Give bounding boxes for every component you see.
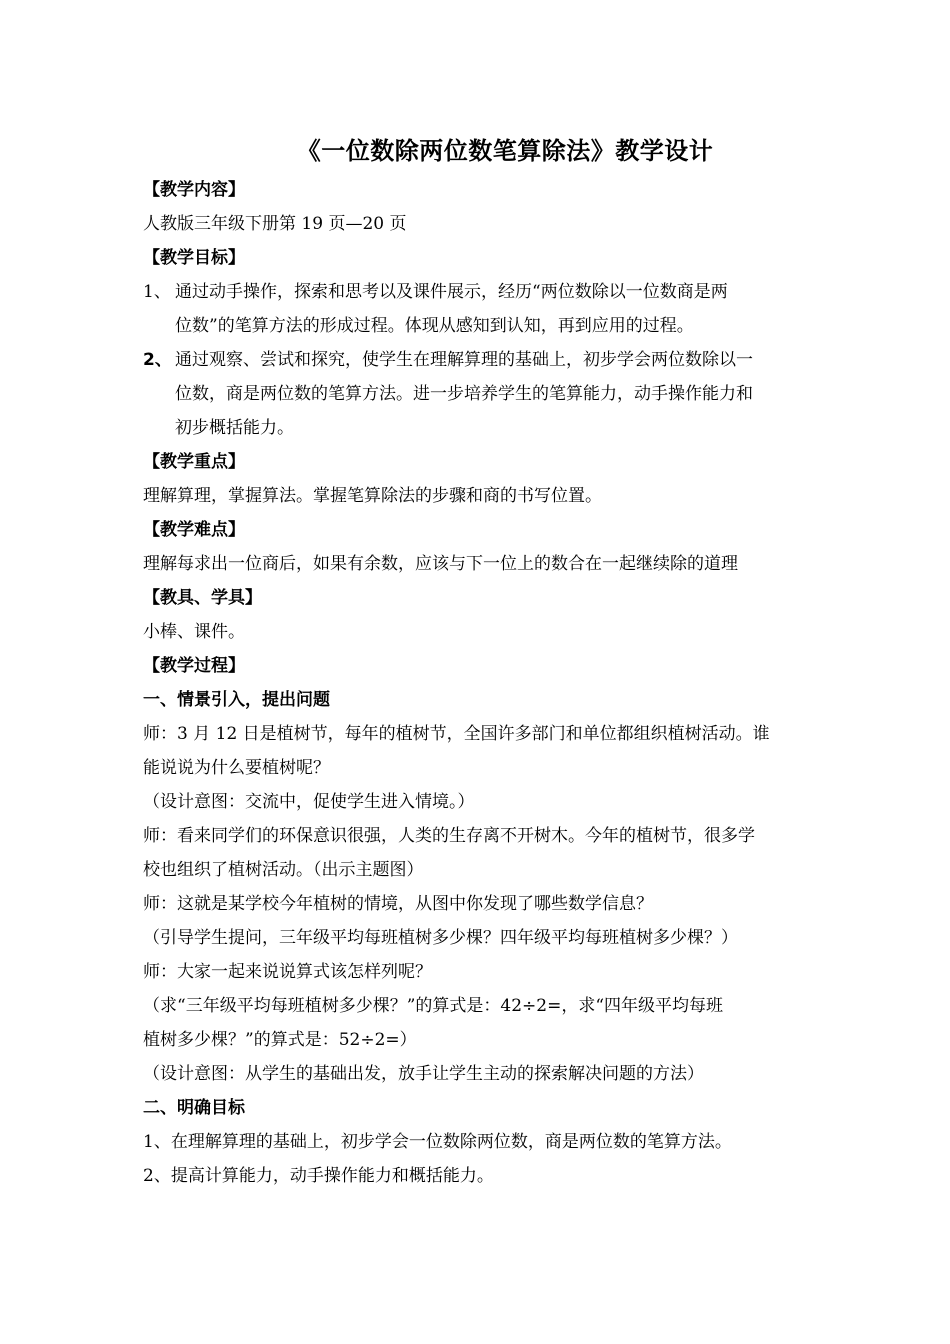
goal-item-2: [143, 343, 813, 445]
section-heading-key: 【教学重点】: [143, 452, 245, 472]
goal-1-line-2: 位数”的笔算方法的形成过程。体现从感知到认知，再到应用的过程。: [175, 316, 694, 336]
aim-2: 2、提高计算能力，动手操作能力和概括能力。: [143, 1166, 494, 1186]
goal-item-1: [143, 275, 813, 343]
section-heading-goals: 【教学目标】: [143, 248, 245, 268]
goal-1-line-1: 通过动手操作，探索和思考以及课件展示，经历“两位数除以一位数商是两: [175, 282, 728, 302]
key-text: 理解算理，掌握算法。掌握笔算除法的步骤和商的书写位置。: [143, 486, 602, 506]
paragraph-4-note-line-1: （求“三年级平均每班植树多少棵？”的算式是：42÷2=，求“四年级平均每班: [143, 996, 724, 1016]
goal-2-line-2: 位数，商是两位数的笔算方法。进一步培养学生的笔算能力，动手操作能力和: [175, 384, 753, 404]
goal-2-line-3: 初步概括能力。: [175, 418, 294, 438]
goal-text-2: [175, 343, 813, 445]
section-heading-tools: 【教具、学具】: [143, 588, 262, 608]
goal-2-line-1: 通过观察、尝试和探究，使学生在理解算理的基础上，初步学会两位数除以一: [175, 350, 753, 370]
document-body: [143, 173, 813, 1193]
goal-number-1: 1、: [143, 282, 171, 302]
section-heading-content: 【教学内容】: [143, 180, 245, 200]
section-heading-difficulty: 【教学难点】: [143, 520, 245, 540]
paragraph-4-note-line-2: 植树多少棵？”的算式是：52÷2=）: [143, 1030, 417, 1050]
content-text: 人教版三年级下册第 19 页—20 页: [143, 214, 407, 234]
section-heading-process: 【教学过程】: [143, 656, 245, 676]
part-1-heading: 一、情景引入，提出问题: [143, 690, 330, 710]
part-2-heading: 二、明确目标: [143, 1098, 245, 1118]
paragraph-1-line-2: 能说说为什么要植树呢？: [143, 758, 330, 778]
paragraph-4-line-1: 师：大家一起来说说算式该怎样列呢？: [143, 962, 432, 982]
paragraph-1-line-1: 师：3 月 12 日是植树节，每年的植树节，全国许多部门和单位都组织植树活动。谁: [143, 724, 770, 744]
tools-text: 小棒、课件。: [143, 622, 245, 642]
paragraph-2-line-1: 师：看来同学们的环保意识很强，人类的生存离不开树木。今年的植树节，很多学: [143, 826, 755, 846]
paragraph-3-line-1: 师：这就是某学校今年植树的情境，从图中你发现了哪些数学信息？: [143, 894, 653, 914]
goal-text-1: [175, 275, 813, 343]
document-title: 《一位数除两位数笔算除法》教学设计: [296, 137, 714, 165]
difficulty-text: 理解每求出一位商后，如果有余数，应该与下一位上的数合在一起继续除的道理: [143, 554, 738, 574]
paragraph-3-note: （引导学生提问，三年级平均每班植树多少棵？四年级平均每班植树多少棵？）: [143, 928, 738, 948]
goal-number-2: 2、: [143, 350, 172, 370]
aim-1: 1、在理解算理的基础上，初步学会一位数除两位数，商是两位数的笔算方法。: [143, 1132, 732, 1152]
paragraph-2-line-2: 校也组织了植树活动。（出示主题图）: [143, 860, 424, 880]
paragraph-4-design-note: （设计意图：从学生的基础出发，放手让学生主动的探索解决问题的方法）: [143, 1064, 704, 1084]
paragraph-1-note: （设计意图：交流中，促使学生进入情境。）: [143, 792, 475, 812]
